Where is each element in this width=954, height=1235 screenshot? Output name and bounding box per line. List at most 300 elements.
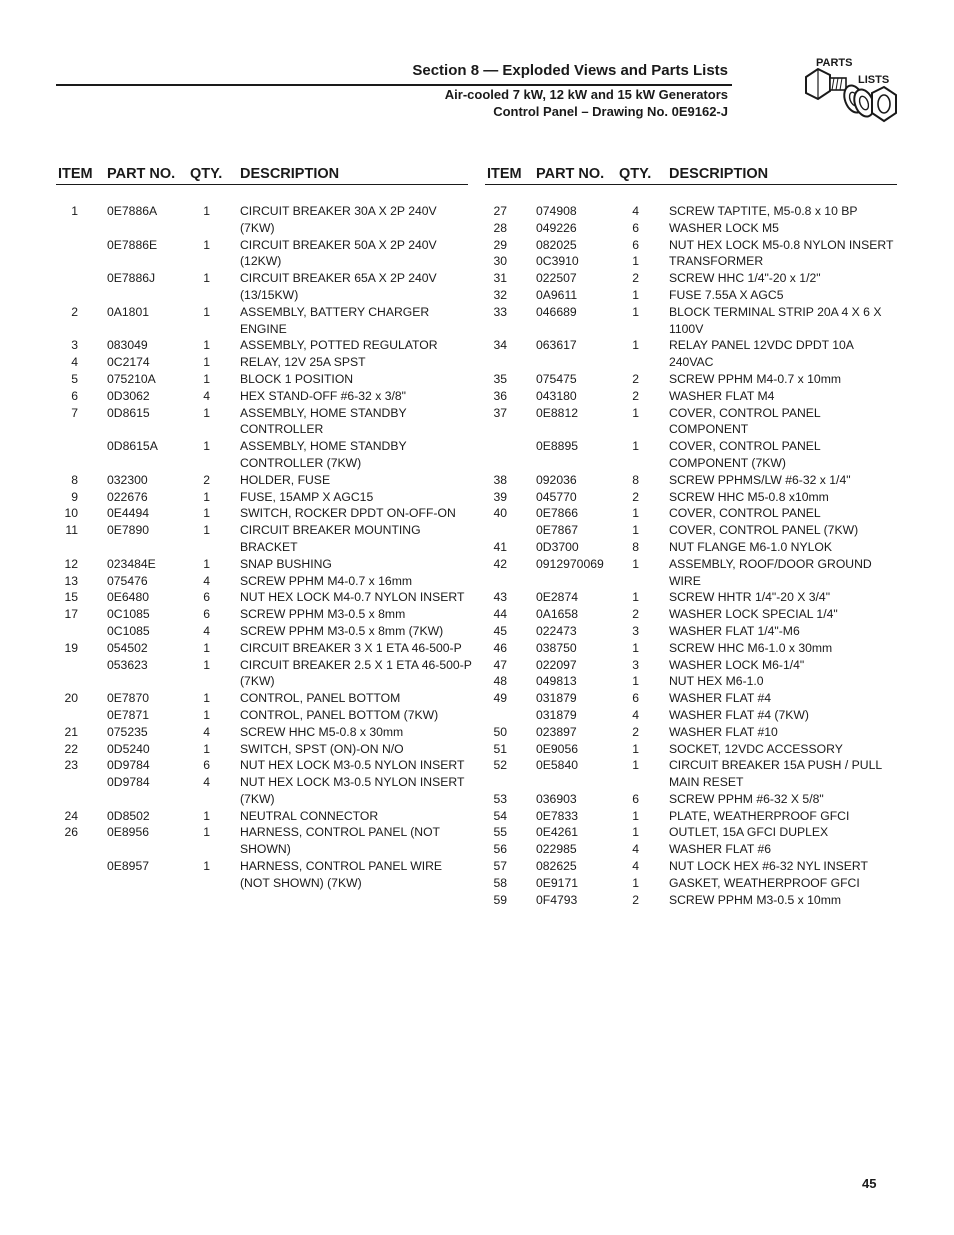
description: NUT HEX LOCK M3-0.5 NYLON INSERT (240, 758, 465, 773)
part-number: 0912970069 (536, 556, 604, 571)
part-number: 0D9784 (107, 758, 150, 773)
description: WASHER FLAT #10 (669, 724, 778, 739)
item-number: 45 (493, 623, 507, 638)
part-number: 022097 (536, 657, 577, 672)
part-number: 0C1085 (107, 623, 150, 638)
part-number: 082625 (536, 859, 577, 874)
description: HEX STAND-OFF #6-32 x 3/8" (240, 388, 406, 403)
part-number: 0E8812 (536, 405, 579, 420)
table-row (56, 237, 468, 271)
part-number: 031879 (536, 707, 577, 722)
description: CONTROL, PANEL BOTTOM (240, 691, 401, 706)
item-number: 50 (493, 724, 507, 739)
item-number: 10 (64, 506, 78, 521)
part-number: 0E8957 (107, 859, 150, 874)
quantity: 4 (632, 707, 639, 722)
quantity: 1 (632, 674, 639, 689)
part-number: 043180 (536, 388, 577, 403)
table-row (485, 724, 897, 741)
quantity: 1 (632, 808, 639, 823)
description: SCREW PPHM M4-0.7 x 10mm (669, 371, 842, 386)
item-number: 34 (493, 338, 507, 353)
description: NUT HEX M6-1.0 (669, 674, 764, 689)
quantity: 4 (203, 775, 210, 790)
description: CONTROL, PANEL BOTTOM (7KW) (240, 707, 439, 722)
item-number: 24 (64, 808, 78, 823)
table-body (485, 203, 897, 908)
part-number: 0E4261 (536, 825, 579, 840)
quantity: 4 (203, 388, 210, 403)
item-number: 21 (64, 724, 78, 739)
part-number: 023897 (536, 724, 577, 739)
item-number: 47 (493, 657, 507, 672)
table-row (485, 371, 897, 388)
description: CIRCUIT BREAKER 65A X 2P 240V (13/15KW) (240, 271, 437, 302)
quantity: 2 (632, 892, 639, 907)
description: SCREW HHC M5-0.8 x 30mm (240, 724, 404, 739)
quantity: 1 (203, 338, 210, 353)
part-number: 0E9056 (536, 741, 579, 756)
description: HARNESS, CONTROL PANEL WIRE (NOT SHOWN) (7KW) (240, 859, 443, 890)
part-number: 0E8956 (107, 825, 150, 840)
quantity: 8 (632, 539, 639, 554)
part-number: 031879 (536, 691, 577, 706)
quantity: 1 (203, 556, 210, 571)
quantity: 1 (203, 640, 210, 655)
description: NUT FLANGE M6-1.0 NYLOK (669, 539, 832, 554)
table-row (56, 640, 468, 657)
item-number: 23 (64, 758, 78, 773)
description: NEUTRAL CONNECTOR (240, 808, 379, 823)
table-row (56, 824, 468, 858)
table-row (56, 270, 468, 304)
part-number: 063617 (536, 338, 577, 353)
table-row (485, 220, 897, 237)
table-row (485, 253, 897, 270)
quantity: 6 (203, 758, 210, 773)
part-number: 036903 (536, 791, 577, 806)
item-number: 15 (64, 590, 78, 605)
quantity: 1 (203, 439, 210, 454)
description: COVER, CONTROL PANEL (7KW) (669, 523, 859, 538)
quantity: 1 (203, 204, 210, 218)
description: SOCKET, 12VDC ACCESSORY (669, 741, 843, 756)
table-row (56, 203, 468, 237)
description: CIRCUIT BREAKER 2.5 X 1 ETA 46-500-P (7KW) (240, 657, 472, 689)
quantity: 1 (632, 439, 639, 454)
quantity: 4 (632, 859, 639, 874)
table-row (56, 337, 468, 354)
table-row (56, 354, 468, 371)
quantity: 1 (203, 808, 210, 823)
description: FUSE 7.55A X AGC5 (669, 287, 784, 302)
table-row (56, 774, 468, 808)
quantity: 6 (632, 791, 639, 806)
item-number: 46 (493, 640, 507, 655)
table-row (485, 623, 897, 640)
quantity: 1 (203, 304, 210, 319)
part-number: 0D3062 (107, 388, 150, 403)
description: SWITCH, ROCKER DPDT ON-OFF-ON (240, 506, 456, 521)
description: SCREW PPHM M4-0.7 x 16mm (240, 573, 413, 588)
description: WASHER LOCK SPECIAL 1/4" (669, 607, 838, 622)
part-number: 0E7870 (107, 691, 150, 706)
part-number: 022985 (536, 842, 577, 857)
description: BLOCK 1 POSITION (240, 371, 354, 386)
part-number: 0C1085 (107, 607, 150, 622)
quantity: 1 (632, 741, 639, 756)
part-number: 0E7886A (107, 204, 158, 218)
table-row (485, 690, 897, 707)
table-row (485, 472, 897, 489)
table-row (56, 556, 468, 573)
table-row (485, 203, 897, 220)
item-number: 56 (493, 842, 507, 857)
column-header-part-no: PART NO. (107, 166, 176, 182)
logo-label-parts: PARTS (816, 57, 853, 69)
item-number: 39 (493, 489, 507, 504)
part-number: 0E7871 (107, 707, 150, 722)
description: PLATE, WEATHERPROOF GFCI (669, 808, 850, 823)
table-row (56, 388, 468, 405)
quantity: 1 (632, 254, 639, 269)
part-number: 0D9784 (107, 775, 150, 790)
quantity: 2 (632, 489, 639, 504)
item-number: 44 (493, 607, 507, 622)
description: COVER, CONTROL PANEL COMPONENT (7KW) (669, 439, 821, 470)
description: SCREW PPHMS/LW #6-32 x 1/4" (669, 472, 851, 487)
description: WASHER LOCK M5 (669, 220, 779, 235)
item-number: 7 (71, 405, 78, 420)
item-number: 26 (64, 825, 78, 840)
part-number: 075476 (107, 573, 148, 588)
part-number: 0C2174 (107, 355, 150, 370)
part-number: 049813 (536, 674, 577, 689)
quantity: 8 (632, 472, 639, 487)
description: NUT LOCK HEX #6-32 NYL INSERT (669, 859, 868, 874)
quantity: 4 (203, 724, 210, 739)
description: ASSEMBLY, HOME STANDBY CONTROLLER (240, 405, 407, 437)
table-row (56, 405, 468, 439)
item-number: 58 (493, 875, 507, 890)
quantity: 1 (632, 875, 639, 890)
quantity: 2 (632, 607, 639, 622)
item-number: 54 (493, 808, 507, 823)
item-number: 19 (64, 640, 78, 655)
item-number: 31 (493, 271, 507, 286)
description: SCREW HHC 1/4"-20 x 1/2" (669, 271, 821, 286)
quantity: 6 (203, 590, 210, 605)
page-number: 45 (862, 1176, 877, 1191)
item-number: 4 (71, 355, 78, 370)
quantity: 2 (632, 271, 639, 286)
quantity: 1 (203, 741, 210, 756)
part-number: 083049 (107, 338, 148, 353)
table-row (56, 438, 468, 472)
table-row (485, 388, 897, 405)
table-row (56, 858, 468, 892)
table-row (56, 741, 468, 758)
quantity: 6 (203, 607, 210, 622)
item-number: 1 (71, 204, 78, 218)
description: ASSEMBLY, POTTED REGULATOR (240, 338, 438, 353)
parts-table-left (56, 166, 472, 892)
table-row (485, 522, 897, 539)
quantity: 6 (632, 691, 639, 706)
item-number: 32 (493, 287, 507, 302)
column-header-part-no: PART NO. (536, 166, 605, 182)
quantity: 1 (203, 691, 210, 706)
description: SCREW PPHM #6-32 X 5/8" (669, 791, 824, 806)
item-number: 13 (64, 573, 78, 588)
part-number: 022473 (536, 623, 577, 638)
item-number: 17 (64, 607, 78, 622)
table-row (485, 858, 897, 875)
quantity: 1 (632, 825, 639, 840)
quantity: 6 (632, 237, 639, 252)
table-body (56, 203, 472, 892)
quantity: 1 (203, 271, 210, 286)
part-number: 0E7886J (107, 271, 156, 286)
part-number: 0E9171 (536, 875, 579, 890)
item-number: 41 (493, 539, 507, 554)
part-number: 075235 (107, 724, 148, 739)
table-row (485, 270, 897, 287)
item-number: 22 (64, 741, 78, 756)
quantity: 1 (203, 506, 210, 521)
table-row (485, 640, 897, 657)
quantity: 1 (203, 523, 210, 538)
table-row (485, 841, 897, 858)
table-row (56, 573, 468, 590)
description: RELAY PANEL 12VDC DPDT 10A 240VAC (669, 338, 854, 370)
item-number: 8 (71, 472, 78, 487)
quantity: 1 (632, 405, 639, 420)
part-number: 0A1801 (107, 304, 150, 319)
quantity: 1 (632, 506, 639, 521)
table-row (56, 489, 468, 506)
quantity: 1 (632, 287, 639, 302)
table-row (56, 724, 468, 741)
description: SCREW PPHM M3-0.5 x 8mm (240, 607, 406, 622)
part-number: 0E7833 (536, 808, 579, 823)
item-number: 30 (493, 254, 507, 269)
quantity: 3 (632, 657, 639, 672)
quantity: 1 (203, 707, 210, 722)
table-row (56, 623, 468, 640)
description: NUT HEX LOCK M5-0.8 NYLON INSERT (669, 237, 894, 252)
table-row (485, 438, 897, 472)
item-number: 3 (71, 338, 78, 353)
logo-label-lists: LISTS (858, 74, 890, 86)
table-row (56, 522, 468, 556)
description: FUSE, 15AMP X AGC15 (240, 489, 374, 504)
item-number: 55 (493, 825, 507, 840)
table-row (485, 287, 897, 304)
item-number: 27 (493, 204, 507, 218)
description: NUT HEX LOCK M4-0.7 NYLON INSERT (240, 590, 465, 605)
table-row (56, 472, 468, 489)
parts-lists-logo (800, 55, 900, 133)
quantity: 2 (632, 371, 639, 386)
description: TRANSFORMER (669, 254, 764, 269)
description: NUT HEX LOCK M3-0.5 NYLON INSERT (7KW) (240, 775, 465, 806)
column-header-item: ITEM (487, 166, 522, 182)
description: WASHER LOCK M6-1/4" (669, 657, 805, 672)
item-number: 20 (64, 691, 78, 706)
table-row (56, 589, 468, 606)
item-number: 52 (493, 758, 507, 773)
table-row (56, 304, 468, 338)
item-number: 48 (493, 674, 507, 689)
table-row (485, 892, 897, 909)
table-row (56, 657, 472, 691)
table-row (56, 808, 468, 825)
table-row (485, 556, 897, 590)
item-number: 51 (493, 741, 507, 756)
item-number: 42 (493, 556, 507, 571)
part-number: 074908 (536, 204, 577, 218)
table-row (485, 824, 897, 841)
description: GASKET, WEATHERPROOF GFCI (669, 875, 860, 890)
part-number: 0D3700 (536, 539, 579, 554)
quantity: 1 (203, 825, 210, 840)
item-number: 57 (493, 859, 507, 874)
section-title: Section 8 — Exploded Views and Parts Lists (412, 62, 728, 79)
part-number: 0E2874 (536, 590, 579, 605)
quantity: 1 (632, 304, 639, 319)
description: WASHER FLAT #4 (669, 691, 772, 706)
description: HOLDER, FUSE (240, 472, 331, 487)
table-row (485, 505, 897, 522)
description: BLOCK TERMINAL STRIP 20A 4 X 6 X 1100V (669, 304, 882, 336)
quantity: 4 (203, 573, 210, 588)
part-number: 0E7886E (107, 237, 158, 252)
description: SNAP BUSHING (240, 556, 332, 571)
part-number: 082025 (536, 237, 577, 252)
subtitle-line-2: Control Panel – Drawing No. 0E9162-J (493, 104, 728, 119)
table-row (485, 673, 897, 690)
part-number: 049226 (536, 220, 577, 235)
parts-table-right (485, 166, 897, 908)
quantity: 1 (632, 640, 639, 655)
item-number: 2 (71, 304, 78, 319)
header-divider (56, 84, 732, 86)
item-number: 35 (493, 371, 507, 386)
item-number: 36 (493, 388, 507, 403)
part-number: 0C3910 (536, 254, 579, 269)
table-row (485, 589, 897, 606)
quantity: 3 (632, 623, 639, 638)
item-number: 59 (493, 892, 507, 907)
item-number: 43 (493, 590, 507, 605)
item-number: 6 (71, 388, 78, 403)
part-number: 054502 (107, 640, 148, 655)
quantity: 1 (203, 371, 210, 386)
description: CIRCUIT BREAKER MOUNTING BRACKET (240, 523, 421, 554)
part-number: 0D5240 (107, 741, 150, 756)
item-number: 12 (64, 556, 78, 571)
item-number: 29 (493, 237, 507, 252)
table-row (485, 337, 897, 371)
quantity: 1 (632, 556, 639, 571)
description: CIRCUIT BREAKER 3 X 1 ETA 46-500-P (240, 640, 462, 655)
description: ASSEMBLY, BATTERY CHARGER ENGINE (240, 304, 430, 336)
description: SWITCH, SPST (ON)-ON N/O (240, 741, 404, 756)
description: SCREW PPHM M3-0.5 x 10mm (669, 892, 842, 907)
quantity: 1 (203, 237, 210, 252)
description: SCREW TAPTITE, M5-0.8 x 10 BP (669, 204, 858, 218)
description: SCREW PPHM M3-0.5 x 8mm (7KW) (240, 623, 444, 638)
description: CIRCUIT BREAKER 50A X 2P 240V (12KW) (240, 237, 437, 269)
quantity: 1 (632, 590, 639, 605)
table-row (485, 791, 897, 808)
part-number: 075475 (536, 371, 577, 386)
description: OUTLET, 15A GFCI DUPLEX (669, 825, 829, 840)
part-number: 0F4793 (536, 892, 578, 907)
quantity: 4 (632, 204, 639, 218)
column-header-description: DESCRIPTION (669, 166, 769, 182)
table-row (485, 707, 897, 724)
item-number: 53 (493, 791, 507, 806)
part-number: 053623 (107, 657, 148, 672)
part-number: 092036 (536, 472, 577, 487)
part-number: 075210A (107, 371, 156, 386)
part-number: 0E5840 (536, 758, 579, 773)
description: CIRCUIT BREAKER 30A X 2P 240V (7KW) (240, 204, 437, 235)
description: WASHER FLAT M4 (669, 388, 775, 403)
table-header (485, 166, 897, 185)
table-row (56, 707, 468, 724)
item-number: 40 (493, 506, 507, 521)
part-number: 045770 (536, 489, 577, 504)
table-row (56, 690, 468, 707)
item-number: 11 (65, 523, 78, 538)
quantity: 4 (632, 842, 639, 857)
part-number: 038750 (536, 640, 577, 655)
description: HARNESS, CONTROL PANEL (NOT SHOWN) (240, 825, 440, 857)
quantity: 2 (632, 724, 639, 739)
table-row (485, 304, 897, 338)
item-number: 49 (493, 691, 507, 706)
part-number: 0A1658 (536, 607, 579, 622)
part-number: 0D8615A (107, 439, 158, 454)
part-number: 022507 (536, 271, 577, 286)
table-row (56, 505, 468, 522)
quantity: 1 (203, 657, 210, 672)
quantity: 4 (203, 623, 210, 638)
subtitle-line-1: Air-cooled 7 kW, 12 kW and 15 kW Generators (444, 87, 728, 102)
item-number: 9 (71, 489, 78, 504)
part-number: 032300 (107, 472, 148, 487)
item-number: 33 (493, 304, 507, 319)
part-number: 023484E (107, 556, 156, 571)
quantity: 2 (632, 388, 639, 403)
part-number: 022676 (107, 489, 148, 504)
description: WASHER FLAT #6 (669, 842, 772, 857)
column-header-qty: QTY. (619, 166, 652, 182)
description: SCREW HHTR 1/4"-20 X 3/4" (669, 590, 831, 605)
quantity: 1 (203, 859, 210, 874)
table-row (485, 237, 897, 254)
quantity: 1 (203, 489, 210, 504)
table-row (56, 757, 468, 774)
description: ASSEMBLY, ROOF/DOOR GROUND WIRE (669, 556, 872, 588)
part-number: 0D8615 (107, 405, 150, 420)
table-row (485, 606, 897, 623)
item-number: 5 (71, 371, 78, 386)
quantity: 6 (632, 220, 639, 235)
